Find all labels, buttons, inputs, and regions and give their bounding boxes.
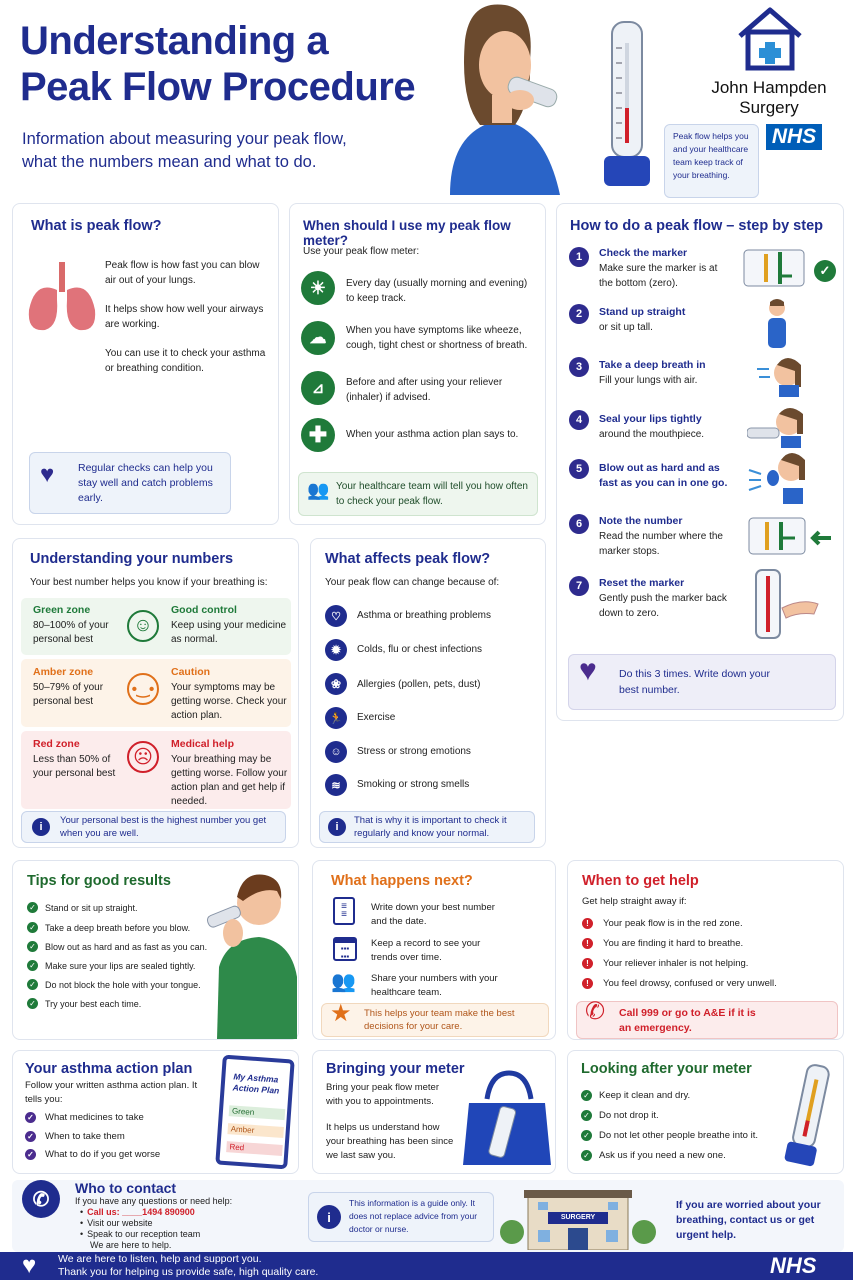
plan-item: What medicines to take <box>45 1112 144 1123</box>
check-icon: ✓ <box>27 979 38 990</box>
step-5: Blow out as hard and as fast as you can in one go. <box>599 462 728 489</box>
care-item: Ask us if you need a new one. <box>599 1150 726 1161</box>
check-icon: ✓ <box>27 922 38 933</box>
footer-text: We are here to listen, help and support you. Thank you for helping us provide safe, high quality care. <box>58 1253 319 1278</box>
affects-item: Allergies (pollen, pets, dust) <box>357 679 481 690</box>
section-title: When to get help <box>582 873 699 889</box>
care-item: Do not drop it. <box>599 1110 659 1121</box>
personal-best-note: i Your personal best is the highest number you get when you are well. <box>21 811 286 843</box>
card-bring-meter <box>312 1050 556 1174</box>
cloud-icon: ☁ <box>301 321 335 355</box>
affects-item: Asthma or breathing problems <box>357 610 491 621</box>
section-title: What is peak flow? <box>31 218 162 234</box>
inhaler-icon: ⊿ <box>301 371 335 405</box>
amber-zone-row: Amber zone 50–79% of your personal best •‿• Caution Your symptoms may be getting worse. Check your action plan. <box>21 659 291 727</box>
section-title: Your asthma action plan <box>25 1061 193 1077</box>
virus-icon: ✹ <box>325 639 347 661</box>
help-item: You feel drowsy, confused or very unwell. <box>603 978 777 989</box>
step-7: Reset the marker Gently push the marker back down to zero. <box>599 577 727 619</box>
affects-intro: Your peak flow can change because of: <box>325 577 500 588</box>
affects-item: Smoking or strong smells <box>357 779 470 790</box>
section-title: Bringing your meter <box>326 1061 465 1077</box>
step-number: 2 <box>569 304 589 324</box>
check-icon: ✓ <box>27 960 38 971</box>
affects-item: Exercise <box>357 712 396 723</box>
standing-person-illustration <box>762 298 792 348</box>
card-what-is <box>12 203 279 525</box>
star-icon: ★ <box>330 1000 352 1027</box>
step-number: 4 <box>569 410 589 430</box>
page-subtitle: Information about measuring your peak flow, what the numbers mean and what to do. <box>22 130 347 171</box>
team-icon: 👥 <box>331 971 356 993</box>
tip-item: Try your best each time. <box>45 999 142 1009</box>
lungs-icon <box>25 260 99 336</box>
website-link[interactable]: Visit our website <box>87 1218 153 1228</box>
heart-icon: ♥ <box>40 461 55 488</box>
heart-icon: ♥ <box>579 654 597 687</box>
blow-out-illustration <box>747 448 807 504</box>
contact-title: Who to contact <box>75 1180 177 1196</box>
when-use-item: When you have symptoms like wheeze, cough, tight chest or shortness of breath. <box>346 325 528 351</box>
affects-item: Colds, flu or chest infections <box>357 644 483 655</box>
check-icon: ✓ <box>25 1131 36 1142</box>
card-next <box>312 860 556 1040</box>
step-2: Stand up straight or sit up tall. <box>599 306 686 333</box>
help-item: Your reliever inhaler is not helping. <box>603 958 749 969</box>
action-plan-clipboard: My Asthma Action Plan Green Amber Red <box>215 1055 294 1170</box>
calendar-icon: ▪▪▪ ▪▪▪ <box>333 937 357 961</box>
nhs-logo: NHS <box>770 1253 817 1278</box>
urgent-advice: If you are worried about your breathing, contact us or get urgent help. <box>676 1199 821 1241</box>
contact-intro: If you have any questions or need help: <box>75 1196 233 1206</box>
pollen-icon: ❀ <box>325 673 347 695</box>
check-icon: ✓ <box>27 998 38 1009</box>
help-intro: Get help straight away if: <box>582 896 687 907</box>
tip-item: Take a deep breath before you blow. <box>45 923 191 933</box>
step-6: Note the number Read the number where the marker stops. <box>599 515 723 557</box>
step-1: Check the marker Make sure the marker is at the bottom (zero). <box>599 247 718 289</box>
better-decisions-note: ★ This helps your team make the best decisions for your care. <box>321 1003 549 1037</box>
footer <box>0 1252 853 1280</box>
house-logo-icon <box>734 6 806 72</box>
meter-zero-illustration <box>742 246 808 290</box>
plus-icon: ✚ <box>301 418 335 452</box>
peak-flow-meter-icon <box>782 1061 838 1169</box>
healthcare-team-note: 👥 Your healthcare team will tell you how often to check your peak flow. <box>298 472 538 516</box>
help-item: Your peak flow is in the red zone. <box>603 918 743 929</box>
happy-face-icon: ☺ <box>127 610 159 642</box>
peak-flow-meter-illustration <box>598 18 658 193</box>
phone-number[interactable]: Call us: ____1494 890900 <box>87 1207 195 1217</box>
reset-marker-illustration <box>752 568 822 640</box>
step-number: 7 <box>569 576 589 596</box>
next-item: Keep a record to see your trends over time. <box>371 938 481 963</box>
surgery-sign: SURGERY <box>560 1214 596 1221</box>
heart-icon: ♥ <box>22 1252 37 1279</box>
regular-checks-note: ♥ Regular checks can help you stay well and catch problems early. <box>29 452 231 514</box>
step-number: 1 <box>569 247 589 267</box>
info-icon: i <box>328 818 346 836</box>
help-item: You are finding it hard to breathe. <box>603 938 744 949</box>
care-item: Do not let other people breathe into it. <box>599 1130 758 1141</box>
info-icon: i <box>32 818 50 836</box>
alert-icon: ! <box>582 918 593 929</box>
affects-item: Stress or strong emotions <box>357 746 471 757</box>
phone-icon: ✆ <box>585 998 606 1025</box>
people-icon: 👥 <box>307 480 330 500</box>
breathe-in-illustration <box>755 353 805 397</box>
practice-name: John Hampden Surgery <box>711 78 827 117</box>
section-title: When should I use my peak flow meter? <box>303 218 511 248</box>
step-number: 5 <box>569 459 589 479</box>
running-icon: 🏃 <box>325 707 347 729</box>
check-icon: ✓ <box>27 902 38 913</box>
card-steps <box>556 203 844 721</box>
alert-icon: ! <box>582 958 593 969</box>
page-title: Understanding a Peak Flow Procedure <box>20 19 416 109</box>
alert-icon: ! <box>582 978 593 989</box>
neutral-face-icon: •‿• <box>127 673 159 705</box>
card-numbers <box>12 538 299 848</box>
contact-section <box>12 1180 844 1252</box>
step-number: 3 <box>569 357 589 377</box>
man-with-meter-illustration <box>203 867 299 1039</box>
plan-intro: Follow your written asthma action plan. It tells you: <box>25 1080 198 1105</box>
next-item: Share your numbers with your healthcare team. <box>371 973 498 998</box>
bag-with-meter-illustration <box>461 1069 553 1169</box>
bring-text: It helps us understand how your breathing has been since we last saw you. <box>326 1122 454 1161</box>
tip-item: Stand or sit up straight. <box>45 903 138 913</box>
plan-item: What to do if you get worse <box>45 1149 161 1160</box>
check-icon: ✓ <box>581 1110 592 1121</box>
card-affects <box>310 538 546 848</box>
person-using-meter-illustration <box>420 0 580 195</box>
check-icon: ✓ <box>581 1130 592 1141</box>
when-use-item: When your asthma action plan says to. <box>346 429 519 440</box>
next-item: Write down your best number and the date. <box>371 902 495 927</box>
info-callout: Peak flow helps you and your healthcare team keep track of your breathing. <box>664 124 759 198</box>
card-meter-care <box>567 1050 844 1174</box>
emergency-note: ✆ Call 999 or go to A&E if it is an emergency. <box>576 1001 838 1039</box>
numbers-intro: Your best number helps you know if your breathing is: <box>30 577 268 588</box>
lungs-small-icon: ♡ <box>325 605 347 627</box>
section-title: Looking after your meter <box>581 1061 752 1077</box>
check-icon: ✓ <box>581 1090 592 1101</box>
check-icon: ✓ <box>814 260 836 282</box>
plan-item: When to take them <box>45 1131 125 1142</box>
card-action-plan <box>12 1050 299 1174</box>
step-3: Take a deep breath in Fill your lungs with air. <box>599 359 706 386</box>
card-help <box>567 860 844 1040</box>
alert-icon: ! <box>582 938 593 949</box>
what-is-text: Peak flow is how fast you can blow air out of your lungs. It helps show how well your airways are working. You can use it to check your asthma or breathing condition. <box>105 260 266 374</box>
step-4: Seal your lips tightly around the mouthpiece. <box>599 413 705 440</box>
smoke-icon: ≋ <box>325 774 347 796</box>
when-use-item: Every day (usually morning and evening) to keep track. <box>346 278 528 304</box>
when-use-item: Before and after using your reliever (inhaler) if advised. <box>346 377 503 403</box>
info-icon: i <box>317 1205 341 1229</box>
stress-icon: ☺ <box>325 741 347 763</box>
contact-list: • Call us: ____1494 890900 • Visit our website • Speak to our reception team We are here to help. <box>80 1207 201 1250</box>
header <box>0 0 853 195</box>
card-when-use <box>289 203 546 525</box>
section-title: What happens next? <box>331 873 473 889</box>
section-title: What affects peak flow? <box>325 551 491 567</box>
tip-item: Make sure your lips are sealed tightly. <box>45 961 196 971</box>
when-use-intro: Use your peak flow meter: <box>303 246 420 257</box>
tip-item: Blow out as hard and as fast as you can. <box>45 942 208 952</box>
section-title: Understanding your numbers <box>30 551 234 567</box>
check-icon: ✓ <box>25 1112 36 1123</box>
know-normal-note: i That is why it is important to check it regularly and know your normal. <box>319 811 535 843</box>
check-icon: ✓ <box>25 1149 36 1160</box>
tip-item: Do not block the hole with your tongue. <box>45 980 201 990</box>
sun-icon: ☀ <box>301 271 335 305</box>
read-marker-illustration <box>747 514 837 558</box>
sad-face-icon: ☹ <box>127 741 159 773</box>
bring-text: Bring your peak flow meter with you to appointments. <box>326 1082 439 1107</box>
lips-seal-illustration <box>747 404 805 448</box>
notepad-icon: ≡ ≡ <box>333 897 355 925</box>
nhs-logo: NHS <box>766 124 822 150</box>
care-item: Keep it clean and dry. <box>599 1090 691 1101</box>
card-tips <box>12 860 299 1040</box>
green-zone-row: Green zone 80–100% of your personal best ☺ Good control Keep using your medicine as normal. <box>21 598 291 655</box>
guide-note: i This information is a guide only. It does not replace advice from your doctor or nurse. <box>308 1192 494 1242</box>
section-title: Tips for good results <box>27 873 171 889</box>
check-icon: ✓ <box>581 1150 592 1161</box>
step-number: 6 <box>569 514 589 534</box>
repeat-note: ♥ Do this 3 times. Write down your best number. <box>568 654 836 710</box>
phone-icon: ✆ <box>22 1180 60 1218</box>
red-zone-row: Red zone Less than 50% of your personal best ☹ Medical help Your breathing may be getting worse. Follow your action plan and get help if needed. <box>21 731 291 809</box>
check-icon: ✓ <box>27 941 38 952</box>
section-title: How to do a peak flow – step by step <box>570 218 823 234</box>
